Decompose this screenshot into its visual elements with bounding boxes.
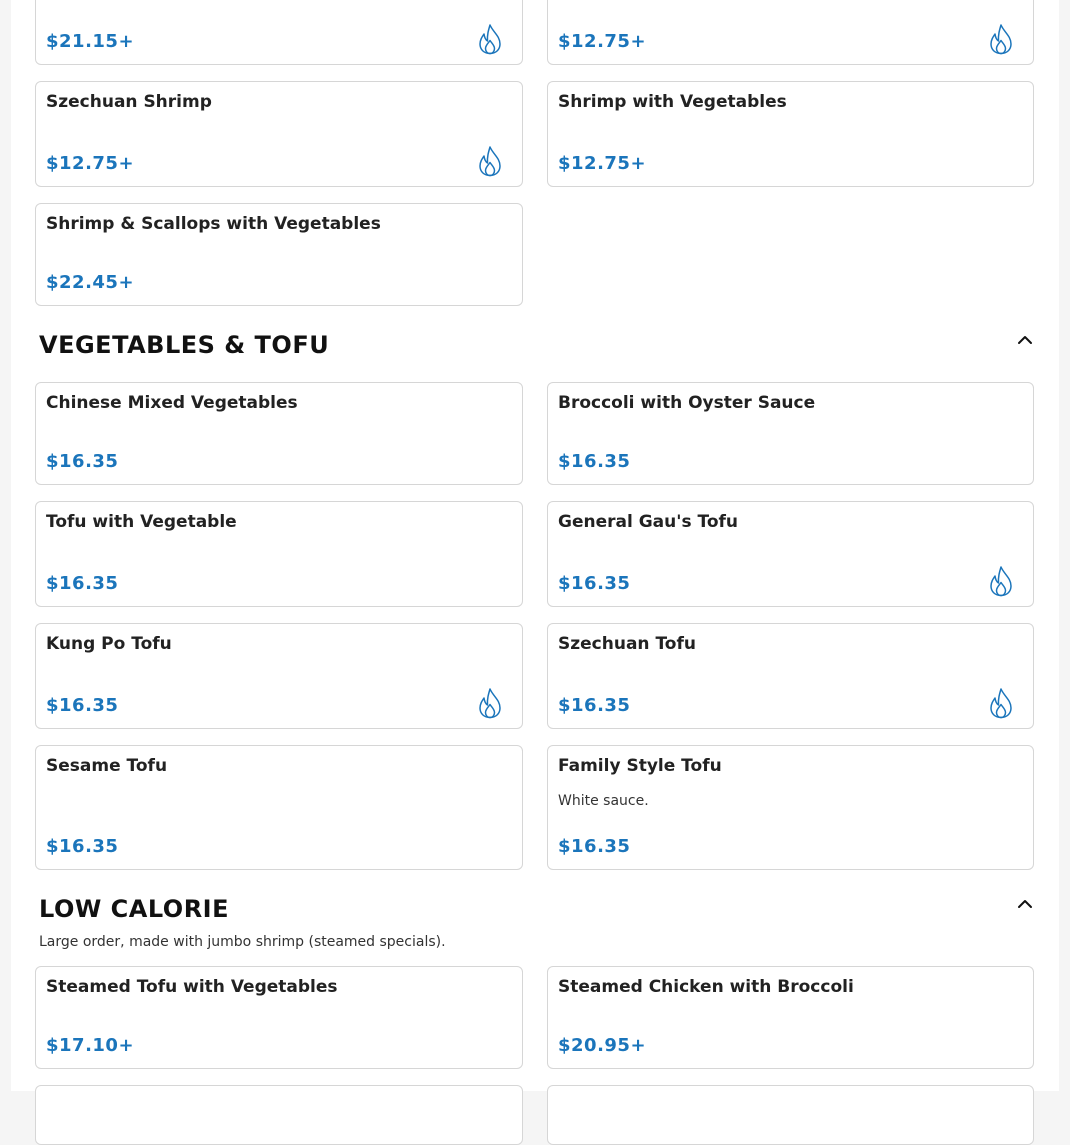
- chevron-up-icon[interactable]: [1015, 894, 1035, 914]
- item-price: $16.35: [558, 451, 631, 472]
- item-price: $12.75+: [558, 153, 647, 174]
- item-price: $22.45+: [46, 272, 135, 293]
- menu-page: [11, 0, 1059, 1091]
- menu-item-card[interactable]: [35, 623, 523, 729]
- menu-item-card[interactable]: [547, 1085, 1034, 1145]
- item-price: $20.95+: [558, 1035, 647, 1056]
- spicy-flame-icon: [477, 687, 503, 719]
- item-price: $16.35: [46, 836, 119, 857]
- item-name: Tofu with Vegetable: [46, 512, 237, 532]
- item-description: White sauce.: [558, 793, 649, 809]
- spicy-flame-icon: [988, 23, 1014, 55]
- item-name: General Gau's Tofu: [558, 512, 739, 532]
- menu-item-card[interactable]: [547, 81, 1034, 187]
- item-price: $17.10+: [46, 1035, 135, 1056]
- item-name: Shrimp with Vegetables: [558, 92, 787, 112]
- item-name: Shrimp & Scallops with Vegetables: [46, 214, 381, 234]
- chevron-up-icon[interactable]: [1015, 330, 1035, 350]
- menu-item-card[interactable]: [547, 966, 1034, 1069]
- menu-item-card[interactable]: [35, 81, 523, 187]
- menu-item-card[interactable]: [547, 0, 1034, 65]
- item-name: Kung Po Tofu: [46, 634, 172, 654]
- item-price: $12.75+: [558, 31, 647, 52]
- section-title-vegetables-tofu: VEGETABLES & TOFU: [39, 331, 330, 359]
- spicy-flame-icon: [988, 687, 1014, 719]
- menu-item-card[interactable]: [547, 623, 1034, 729]
- item-name: Sesame Tofu: [46, 756, 168, 776]
- item-price: $21.15+: [46, 31, 135, 52]
- item-name: Chinese Mixed Vegetables: [46, 393, 298, 413]
- item-price: $16.35: [46, 695, 119, 716]
- menu-item-card[interactable]: [35, 745, 523, 870]
- menu-item-card[interactable]: [35, 501, 523, 607]
- item-price: $12.75+: [46, 153, 135, 174]
- item-price: $16.35: [46, 451, 119, 472]
- spicy-flame-icon: [477, 23, 503, 55]
- spicy-flame-icon: [477, 145, 503, 177]
- item-name: Szechuan Tofu: [558, 634, 696, 654]
- menu-item-card[interactable]: [547, 501, 1034, 607]
- item-name: Steamed Chicken with Broccoli: [558, 977, 854, 997]
- item-name: Family Style Tofu: [558, 756, 722, 776]
- menu-item-card[interactable]: [35, 966, 523, 1069]
- menu-item-card[interactable]: [35, 203, 523, 306]
- item-price: $16.35: [558, 695, 631, 716]
- item-price: $16.35: [46, 573, 119, 594]
- section-description: Large order, made with jumbo shrimp (steamed specials).: [39, 934, 446, 950]
- spicy-flame-icon: [988, 565, 1014, 597]
- menu-item-card[interactable]: [35, 1085, 523, 1145]
- item-name: Szechuan Shrimp: [46, 92, 212, 112]
- item-price: $16.35: [558, 573, 631, 594]
- item-price: $16.35: [558, 836, 631, 857]
- menu-item-card[interactable]: [35, 382, 523, 485]
- menu-item-card[interactable]: [547, 382, 1034, 485]
- item-name: Steamed Tofu with Vegetables: [46, 977, 338, 997]
- section-title-low-calorie: LOW CALORIE: [39, 895, 229, 923]
- item-name: Broccoli with Oyster Sauce: [558, 393, 816, 413]
- menu-item-card[interactable]: [35, 0, 523, 65]
- menu-item-card[interactable]: [547, 745, 1034, 870]
